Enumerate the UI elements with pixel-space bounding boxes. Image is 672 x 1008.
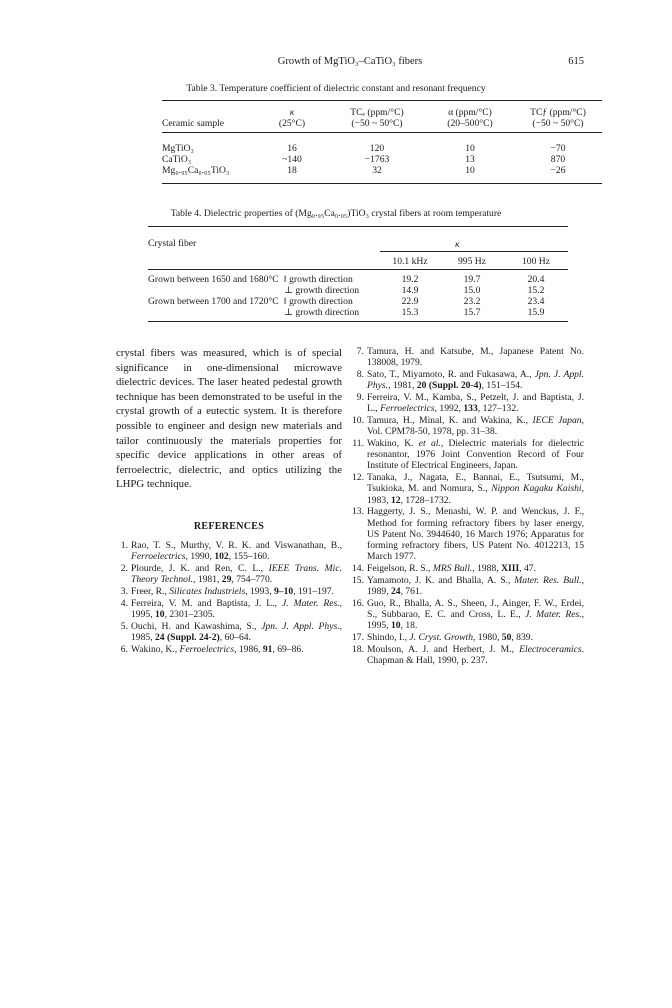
reference-text: Moulson, A. J. and Herbert, J. M., Electroceramics. Chapman & Hall, 1990, p. 237. — [367, 643, 584, 667]
table-cell: 870 — [550, 154, 566, 165]
table3-header-cell: (−50 ~ 50°C) — [532, 118, 584, 129]
table-cell: 16 — [287, 143, 297, 154]
table3-header-cell — [162, 107, 256, 118]
reference-item — [116, 586, 342, 597]
reference-number: 6. — [120, 643, 128, 655]
table-cell: 23.2 — [463, 296, 481, 307]
table-cell: Mg₀.₉₅Ca₀.₀₅TiO₃ — [162, 165, 230, 176]
reference-item — [116, 563, 342, 585]
reference-item — [352, 575, 584, 597]
table-cell: 32 — [372, 165, 382, 176]
table3-header-cell: α (ppm/°C) — [448, 107, 492, 118]
page-number: 615 — [568, 56, 584, 67]
reference-item — [352, 369, 584, 391]
reference-item — [352, 472, 584, 506]
reference-number: 5. — [120, 620, 128, 632]
table4-freq-header: 10.1 kHz — [392, 256, 428, 267]
table-cell — [148, 307, 284, 318]
table-cell: 15.2 — [527, 285, 545, 296]
reference-item — [352, 644, 584, 666]
table4-kappa-label: κ — [455, 239, 460, 250]
table-cell: 15.7 — [463, 307, 481, 318]
table-cell: 20.4 — [527, 274, 545, 285]
table3-header-row-1 — [162, 107, 602, 118]
table3-caption: Table 3. Temperature coefficient of dielectric constant and resonant frequency — [186, 83, 486, 94]
reference-number: 13. — [352, 506, 364, 518]
table4-top-rule — [148, 226, 568, 227]
references-list-left — [116, 540, 342, 656]
reference-text: Ferreira, V. M., Kamba, S., Petzelt, J. and Baptista, J. L., Ferroelectrics, 1992, 133, 127–132. — [367, 392, 584, 415]
reference-number: 7. — [356, 346, 364, 357]
table4-column-label: Crystal fiber — [148, 238, 197, 249]
table-row — [148, 307, 568, 318]
reference-text: Tanaka, J., Nagata, E., Bannai, E., Tsutsumi, M., Tsukioka, M. and Nomura, S., Nippon Kagaku Kaishi, 1983, 12, 1728–1732. — [367, 472, 584, 506]
reference-item — [116, 598, 342, 620]
table-cell: 15.0 — [463, 285, 481, 296]
references-heading: REFERENCES — [193, 521, 265, 532]
table-cell: 15.9 — [527, 307, 545, 318]
reference-number: 9. — [356, 392, 364, 403]
table-cell: 15.3 — [401, 307, 419, 318]
body-text-column — [116, 346, 342, 492]
reference-text: Guo, R., Bhalla, A. S., Sheen, J., Ainger, F. W., Erdei, S., Subbarao, E. C. and Cross, L. E., J. Mater. Res., 1995, 10, 18. — [367, 597, 584, 632]
table-cell — [148, 285, 284, 296]
table4 — [148, 274, 568, 318]
reference-text: Freer, R., Silicates Industriels, 1993, 9–10, 191–197. — [131, 586, 334, 597]
reference-text: Yamamoto, J. K. and Bhalla, A. S., Mater. Res. Bull., 1989, 24, 761. — [367, 574, 584, 598]
reference-number: 18. — [352, 643, 364, 655]
reference-text: Haggerty, J. S., Menashi, W. P. and Wenckus, J. F., Method for forming refractory fibers by laser energy, US Patent No. 3944640, 16 March 1976; Apparatus for forming refractory fibers, US Patent No. 4012213, 15 March 1977. — [367, 506, 584, 563]
reference-number: 8. — [356, 369, 364, 380]
reference-text: Shindo, I., J. Cryst. Growth, 1980, 50, 839. — [367, 632, 533, 644]
reference-text: Ferreira, V. M. and Baptista, J. L., J. Mater. Res., 1995, 10, 2301–2305. — [131, 597, 343, 620]
table-cell: ⊥ growth direction — [284, 307, 360, 318]
reference-item — [352, 346, 584, 368]
reference-text: Wakino, K. et al., Dielectric materials for dielectric resonantor, 1976 Joint Convention Record of Four Institute of Electrical Engineers, Japan. — [367, 438, 584, 472]
reference-item — [352, 563, 584, 574]
table-row — [148, 296, 568, 307]
reference-text: Wakino, K., Ferroelectrics, 1986, 91, 69–86. — [131, 643, 304, 655]
table4-caption: Table 4. Dielectric properties of (Mg₀.₉₅Ca₀.₀₅)TiO₃ crystal fibers at room temperature — [170, 208, 502, 219]
table4-bottom-rule — [148, 321, 568, 322]
reference-item — [352, 415, 584, 437]
running-title: Growth of MgTiO₃–CaTiO₃ fibers — [277, 56, 423, 67]
table-cell: ‖ growth direction — [284, 296, 353, 307]
table3-top-rule — [162, 100, 602, 101]
table-cell: −26 — [550, 165, 566, 176]
table-row — [148, 285, 568, 296]
reference-number: 4. — [120, 597, 128, 609]
reference-number: 14. — [352, 563, 364, 575]
table-cell: 13 — [465, 154, 475, 165]
table3-header-cell: (−50 ~ 50°C) — [351, 118, 403, 129]
reference-number: 3. — [120, 586, 128, 597]
table-cell: 10 — [465, 165, 475, 176]
table-cell: 22.9 — [401, 296, 419, 307]
reference-text: Tamura, H., Minal, K. and Wakina, K., IECE Japan, Vol. CPM78-50, 1978, pp. 31–38. — [367, 415, 584, 438]
reference-number: 10. — [352, 415, 364, 426]
table3-header-cell: TCƒ (ppm/°C) — [530, 107, 586, 118]
table-cell: −70 — [550, 143, 566, 154]
table-cell: ‖ growth direction — [284, 274, 353, 285]
table-row — [162, 165, 602, 176]
reference-text: Rao, T. S., Murthy, V. R. K. and Viswanathan, B., Ferroelectrics, 1990, 102, 155–160. — [131, 540, 342, 563]
running-header — [116, 56, 584, 70]
reference-text: Tamura, H. and Katsube, M., Japanese Patent No. 138008, 1979. — [367, 346, 584, 369]
table-cell: −1763 — [364, 154, 390, 165]
reference-number: 15. — [352, 574, 364, 586]
table-cell: Grown between 1700 and 1720°C — [148, 296, 279, 307]
table-cell: 10 — [465, 143, 475, 154]
reference-text: Ouchi, H. and Kawashima, S., Jpn. J. Appl. Phys., 1985, 24 (Suppl. 24-2), 60–64. — [131, 620, 342, 643]
table3-header-cell: (25°C) — [278, 118, 306, 129]
reference-number: 17. — [352, 632, 364, 644]
table3-header-cell: TCₑ (ppm/°C) — [350, 107, 404, 118]
table3-header-rule — [162, 132, 602, 133]
reference-text: Feigelson, R. S., MRS Bull., 1988, XIII, 47. — [367, 563, 536, 575]
table-cell: MgTiO₃ — [162, 143, 194, 154]
reference-number: 11. — [352, 438, 364, 449]
table-cell: 19.2 — [401, 274, 419, 285]
table4-kappa-rule — [380, 251, 568, 252]
reference-text: Plourde, J. K. and Ren, C. L., IEEE Trans. Mic. Theory Technol., 1981, 29, 754–770. — [131, 563, 342, 586]
table-cell: ⊥ growth direction — [284, 285, 360, 296]
table-cell: 120 — [369, 143, 385, 154]
table-row — [162, 154, 602, 165]
reference-item — [352, 598, 584, 632]
reference-text: Sato, T., Miyamoto, R. and Fukasawa, A., Jpn. J. Appl. Phys., 1981, 20 (Suppl. 20-4), 151–154. — [367, 369, 584, 392]
reference-item — [352, 506, 584, 562]
reference-item — [116, 540, 342, 562]
table-row — [148, 274, 568, 285]
table3-header-cell: Ceramic sample — [162, 118, 225, 129]
table3-header-row-2 — [162, 118, 602, 129]
table3-header-cell: κ — [289, 107, 295, 118]
table-row — [162, 143, 602, 154]
body-paragraph: crystal fibers was measured, which is of special significance in one-dimensional microwave dielectric devices. The laser heated pedestal growth technique has been demonstrated to be useful in the crystal growth of a eutectic system. It is therefore possible to engineer and design new materials and tailor continuously the materials properties for specific device applications in other areas of ferroelectric, dielectric, and optics utilizing the LHPG technique. — [116, 347, 342, 491]
reference-number: 2. — [120, 563, 128, 574]
reference-number: 1. — [120, 540, 128, 551]
reference-item — [352, 632, 584, 643]
table3-header-cell: (20–500°C) — [447, 118, 493, 129]
table-cell: 19.7 — [463, 274, 481, 285]
reference-item — [116, 644, 342, 655]
table-cell: CaTiO₃ — [162, 154, 192, 165]
table3 — [162, 107, 602, 176]
table4-header-rule — [148, 269, 568, 270]
table3-bottom-rule — [162, 183, 602, 184]
table-cell: 18 — [287, 165, 297, 176]
table-cell: ~140 — [282, 154, 302, 165]
reference-item — [352, 438, 584, 472]
table-cell: 23.4 — [527, 296, 545, 307]
reference-item — [116, 621, 342, 643]
references-list-right — [352, 346, 584, 667]
table-cell: Grown between 1650 and 1680°C — [148, 274, 279, 285]
reference-item — [352, 392, 584, 414]
table4-freq-header: 995 Hz — [458, 256, 486, 267]
reference-number: 16. — [352, 597, 364, 609]
reference-number: 12. — [352, 472, 364, 484]
table-cell: 14.9 — [401, 285, 419, 296]
table4-freq-header: 100 Hz — [522, 256, 550, 267]
